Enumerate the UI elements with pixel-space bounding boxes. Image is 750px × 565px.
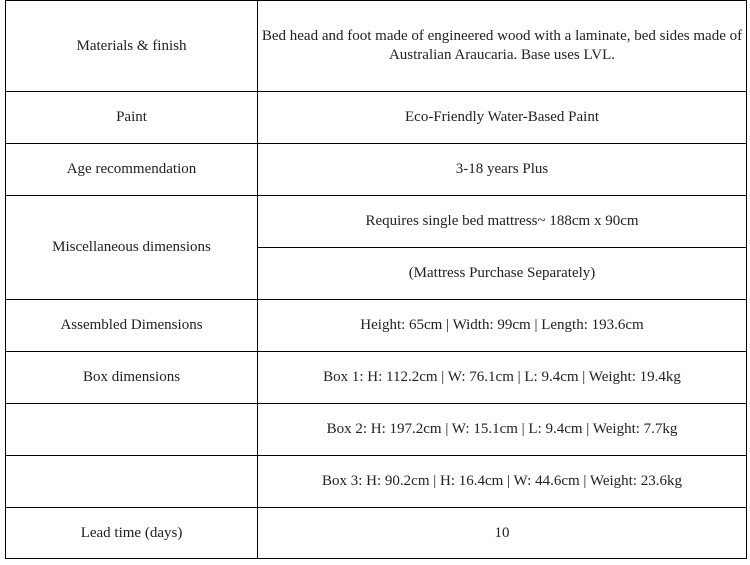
label-lead-time: Lead time (days) bbox=[6, 508, 258, 559]
table-row-assembled-dimensions bbox=[6, 300, 747, 352]
value-paint: Eco-Friendly Water-Based Paint bbox=[258, 92, 747, 144]
value-assembled-dimensions: Height: 65cm | Width: 99cm | Length: 193.6cm bbox=[258, 300, 747, 352]
value-mattress-requirement: Requires single bed mattress~ 188cm x 90cm bbox=[258, 196, 747, 248]
table-row-lead-time bbox=[6, 508, 747, 559]
table-row-misc-dimensions bbox=[6, 196, 747, 248]
table-row-box-3 bbox=[6, 456, 747, 508]
value-mattress-note: (Mattress Purchase Separately) bbox=[258, 248, 747, 300]
value-age-recommendation: 3-18 years Plus bbox=[258, 144, 747, 196]
label-age-recommendation: Age recommendation bbox=[6, 144, 258, 196]
value-lead-time: 10 bbox=[258, 508, 747, 559]
table-row-paint bbox=[6, 92, 747, 144]
value-box-2: Box 2: H: 197.2cm | W: 15.1cm | L: 9.4cm | Weight: 7.7kg bbox=[258, 404, 747, 456]
table-row-materials bbox=[6, 1, 747, 92]
value-box-3: Box 3: H: 90.2cm | H: 16.4cm | W: 44.6cm | Weight: 23.6kg bbox=[258, 456, 747, 508]
table-row-box-1 bbox=[6, 352, 747, 404]
table-row-age bbox=[6, 144, 747, 196]
label-assembled-dimensions: Assembled Dimensions bbox=[6, 300, 258, 352]
value-materials-finish: Bed head and foot made of engineered wood with a laminate, bed sides made of Australian Araucaria. Base uses LVL. bbox=[258, 1, 747, 92]
label-box-3-empty bbox=[6, 456, 258, 508]
product-spec-table bbox=[5, 0, 747, 559]
label-misc-dimensions: Miscellaneous dimensions bbox=[6, 196, 258, 300]
label-box-2-empty bbox=[6, 404, 258, 456]
label-materials-finish: Materials & finish bbox=[6, 1, 258, 92]
table-row-box-2 bbox=[6, 404, 747, 456]
value-box-1: Box 1: H: 112.2cm | W: 76.1cm | L: 9.4cm | Weight: 19.4kg bbox=[258, 352, 747, 404]
label-paint: Paint bbox=[6, 92, 258, 144]
label-box-dimensions: Box dimensions bbox=[6, 352, 258, 404]
